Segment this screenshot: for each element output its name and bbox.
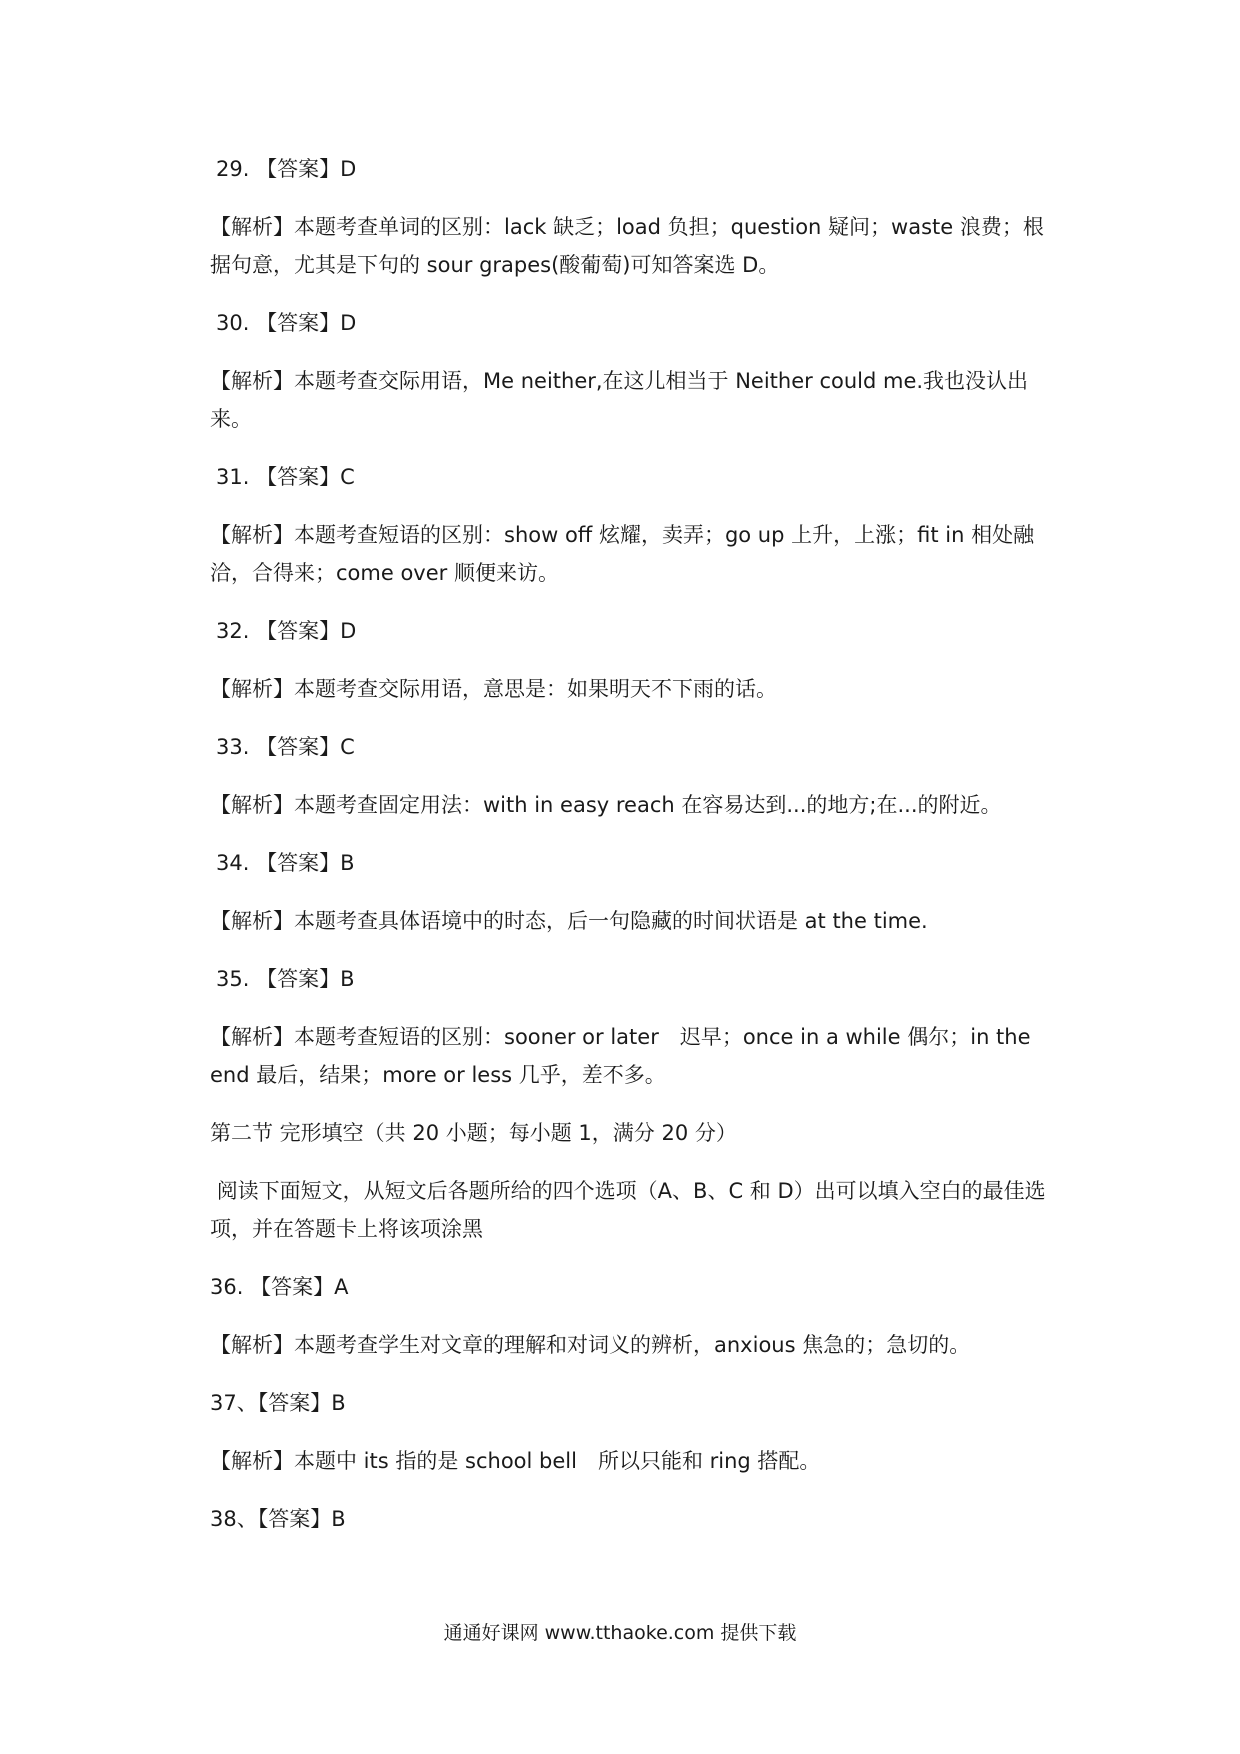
- answer-content: [210, 150, 1050, 1558]
- explanation-29: 【解析】本题考查单词的区别：lack 缺乏；load 负担；question 疑问；waste 浪费；根据句意，尤其是下句的 sour grapes(酸葡萄)可知答案选 D。: [210, 215, 1044, 277]
- section-title: 第二节 完形填空（共 20 小题；每小题 1，满分 20 分）: [210, 1121, 737, 1145]
- answer-37: 37、【答案】B: [210, 1391, 346, 1415]
- answer-31: 31. 【答案】C: [216, 465, 355, 489]
- answer-33: 33. 【答案】C: [216, 735, 355, 759]
- answer-29: 29. 【答案】D: [216, 157, 357, 181]
- answer-38: 38、【答案】B: [210, 1507, 346, 1531]
- answer-30: 30. 【答案】D: [216, 311, 357, 335]
- explanation-32: 【解析】本题考查交际用语，意思是：如果明天不下雨的话。: [210, 677, 777, 701]
- section-instruction: 阅读下面短文，从短文后各题所给的四个选项（A、B、C 和 D）出可以填入空白的最佳选项，并在答题卡上将该项涂黑: [210, 1179, 1046, 1241]
- explanation-36: 【解析】本题考查学生对文章的理解和对词义的辨析，anxious 焦急的；急切的。: [210, 1333, 971, 1357]
- explanation-31: 【解析】本题考查短语的区别：show off 炫耀，卖弄；go up 上升，上涨；fit in 相处融洽，合得来；come over 顺便来访。: [210, 523, 1035, 585]
- answer-32: 32. 【答案】D: [216, 619, 357, 643]
- answer-34: 34. 【答案】B: [216, 851, 355, 875]
- explanation-33: 【解析】本题考查固定用法：with in easy reach 在容易达到...的地方;在...的附近。: [210, 793, 1002, 817]
- explanation-30: 【解析】本题考查交际用语，Me neither,在这儿相当于 Neither could me.我也没认出来。: [210, 369, 1029, 431]
- answer-35: 35. 【答案】B: [216, 967, 355, 991]
- explanation-37: 【解析】本题中 its 指的是 school bell 所以只能和 ring 搭配。: [210, 1449, 821, 1473]
- page-footer: 通通好课网 www.tthaoke.com 提供下载: [443, 1622, 797, 1644]
- explanation-35: 【解析】本题考查短语的区别：sooner or later 迟早；once in a while 偶尔；in the end 最后，结果；more or less 几乎，差不多。: [210, 1025, 1038, 1087]
- answer-36: 36. 【答案】A: [210, 1275, 349, 1299]
- explanation-34: 【解析】本题考查具体语境中的时态，后一句隐藏的时间状语是 at the time.: [210, 909, 928, 933]
